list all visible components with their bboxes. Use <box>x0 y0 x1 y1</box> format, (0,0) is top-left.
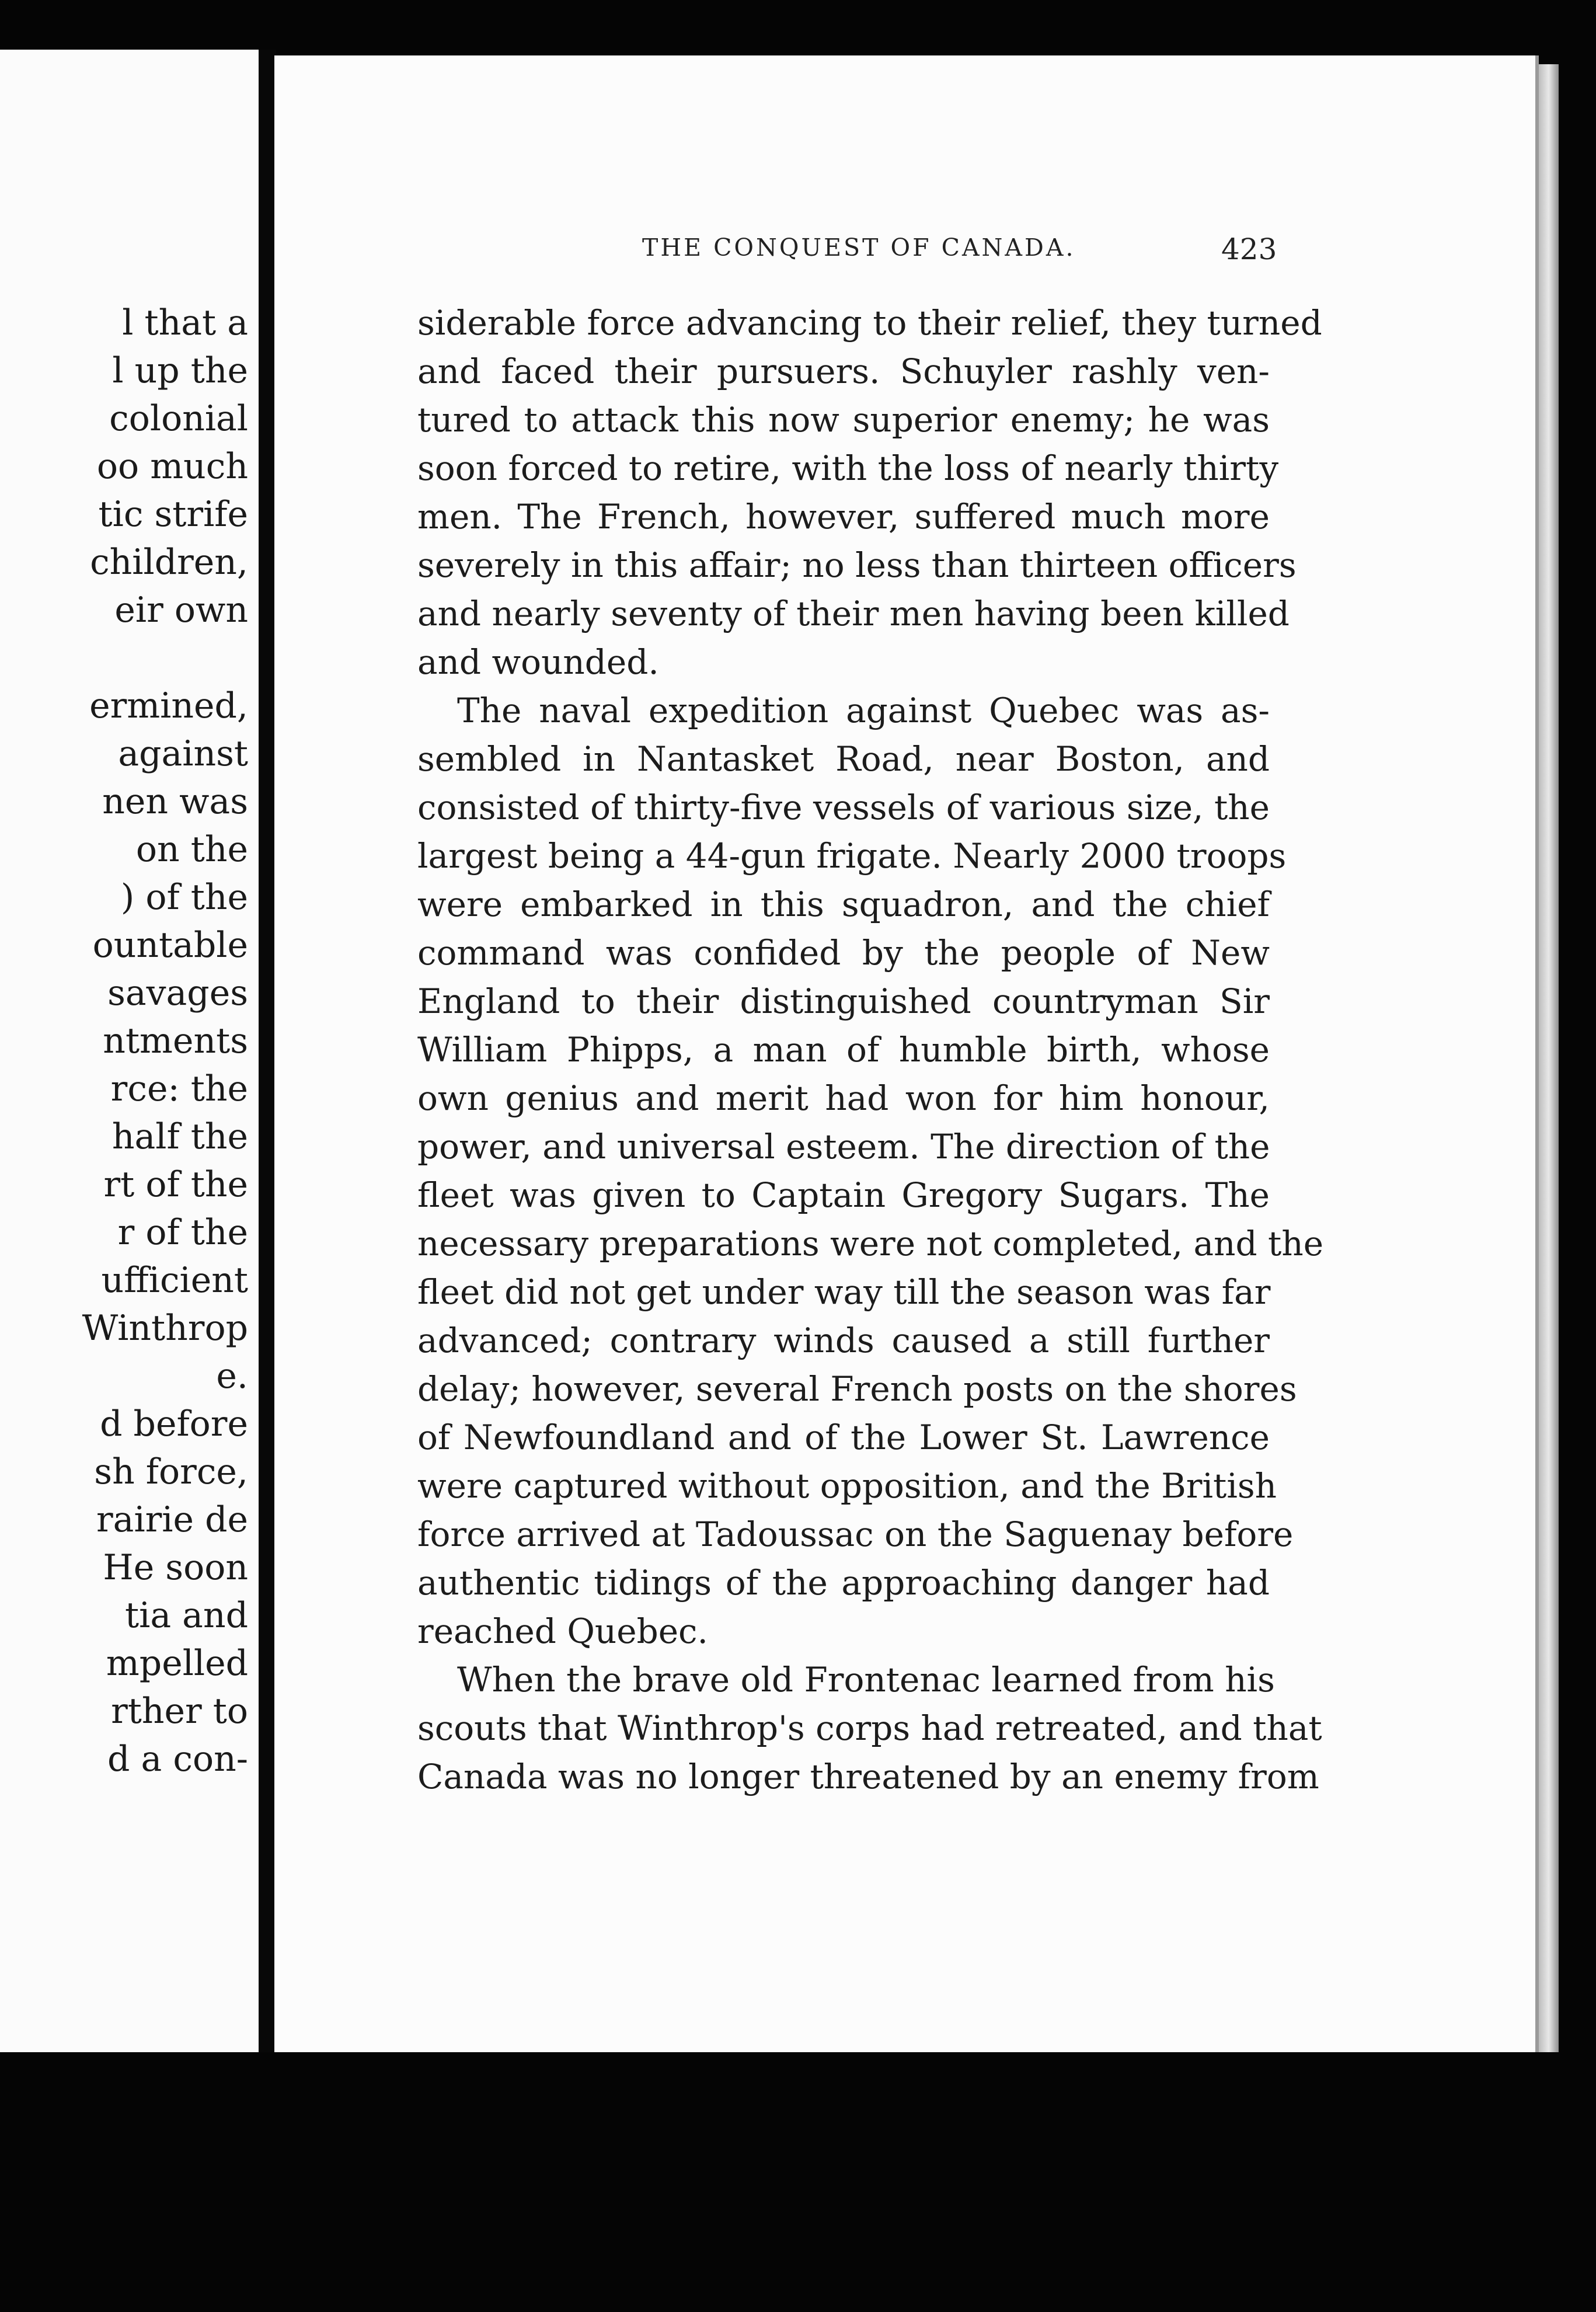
left-text-line: He soon <box>103 1547 248 1588</box>
text-line: own genius and merit had won for him honour, <box>417 1078 1270 1118</box>
text-line: and nearly seventy of their men having been killed <box>417 594 1290 633</box>
text-line: fleet did not get under way till the season was far <box>417 1272 1271 1312</box>
text-line: and faced their pursuers. Schuyler rashly ven- <box>417 351 1270 391</box>
left-text-line: tic strife <box>98 494 248 535</box>
left-text-line: rairie de <box>96 1499 248 1540</box>
left-text-line: rther to <box>111 1691 248 1732</box>
text-line: When the brave old Frontenac learned from his <box>457 1660 1275 1700</box>
left-text-line: children, <box>90 542 248 583</box>
text-line: were embarked in this squadron, and the chief <box>417 885 1270 924</box>
left-text-line: ntments <box>103 1021 248 1061</box>
left-text-line: eir own <box>114 590 248 631</box>
text-line: force arrived at Tadoussac on the Saguenay before <box>417 1514 1294 1554</box>
left-text-line: colonial <box>109 398 248 439</box>
text-line: and wounded. <box>417 642 659 682</box>
left-text-line: ermined, <box>89 685 248 726</box>
text-line: The naval expedition against Quebec was as- <box>457 691 1270 730</box>
left-text-line: savages <box>107 973 248 1014</box>
text-line: England to their distinguished countryman Sir <box>417 981 1270 1021</box>
left-text-line: e. <box>216 1356 248 1397</box>
running-head: THE CONQUEST OF CANADA. <box>642 234 1076 262</box>
text-line: siderable force advancing to their relief, they turned <box>417 303 1322 343</box>
background-shadow <box>0 2052 1596 2312</box>
left-text-line: l up the <box>112 350 248 391</box>
page-number: 423 <box>1221 232 1277 266</box>
text-line: consisted of thirty-five vessels of various size, the <box>417 788 1270 827</box>
left-text-line: d before <box>100 1404 248 1444</box>
text-line: severely in this affair; no less than thirteen officers <box>417 545 1297 585</box>
left-text-line: mpelled <box>106 1643 248 1684</box>
left-text-line: d a con- <box>107 1739 248 1780</box>
left-text-line: on the <box>135 829 248 870</box>
left-text-line: ountable <box>92 925 248 966</box>
left-text-line: against <box>118 733 248 774</box>
text-line: William Phipps, a man of humble birth, whose <box>417 1030 1270 1070</box>
left-text-line: half the <box>111 1116 248 1157</box>
left-text-line: ) of the <box>120 877 248 918</box>
left-text-line: tia and <box>125 1595 248 1636</box>
text-line: largest being a 44-gun frigate. Nearly 2000 troops <box>417 836 1287 876</box>
left-text-line: l that a <box>122 302 248 343</box>
text-line: delay; however, several French posts on the shores <box>417 1369 1297 1409</box>
text-line: of Newfoundland and of the Lower St. Lawrence <box>417 1418 1270 1457</box>
left-text-line: nen was <box>102 781 248 822</box>
left-page <box>0 50 260 2052</box>
text-line: sembled in Nantasket Road, near Boston, and <box>417 739 1270 779</box>
text-line: reached Quebec. <box>417 1611 708 1651</box>
left-text-line: ufficient <box>101 1260 248 1301</box>
text-line: authentic tidings of the approaching danger had <box>417 1563 1270 1603</box>
text-line: tured to attack this now superior enemy; he was <box>417 400 1270 440</box>
left-text-line: oo much <box>96 446 248 487</box>
text-line: necessary preparations were not completed, and the <box>417 1224 1324 1263</box>
text-line: men. The French, however, suffered much more <box>417 497 1270 537</box>
left-text-line: r of the <box>117 1212 248 1253</box>
text-line: scouts that Winthrop's corps had retreated, and that <box>417 1708 1322 1748</box>
left-text-line: rt of the <box>103 1164 248 1205</box>
left-text-line: sh force, <box>94 1451 248 1492</box>
page-edge <box>1539 64 1559 2073</box>
body-text <box>417 299 1324 1801</box>
text-line: fleet was given to Captain Gregory Sugars. The <box>417 1175 1270 1215</box>
text-line: command was confided by the people of New <box>417 933 1270 973</box>
text-line: Canada was no longer threatened by an enemy from <box>417 1757 1319 1796</box>
left-text-line: Winthrop <box>82 1308 248 1349</box>
left-text-line: rce: the <box>110 1068 248 1109</box>
text-line: were captured without opposition, and the British <box>417 1466 1277 1506</box>
text-line: soon forced to retire, with the loss of nearly thirty <box>417 448 1279 488</box>
text-line: power, and universal esteem. The direction of the <box>417 1127 1270 1167</box>
text-line: advanced; contrary winds caused a still further <box>417 1321 1270 1360</box>
book-gutter <box>259 50 276 2052</box>
